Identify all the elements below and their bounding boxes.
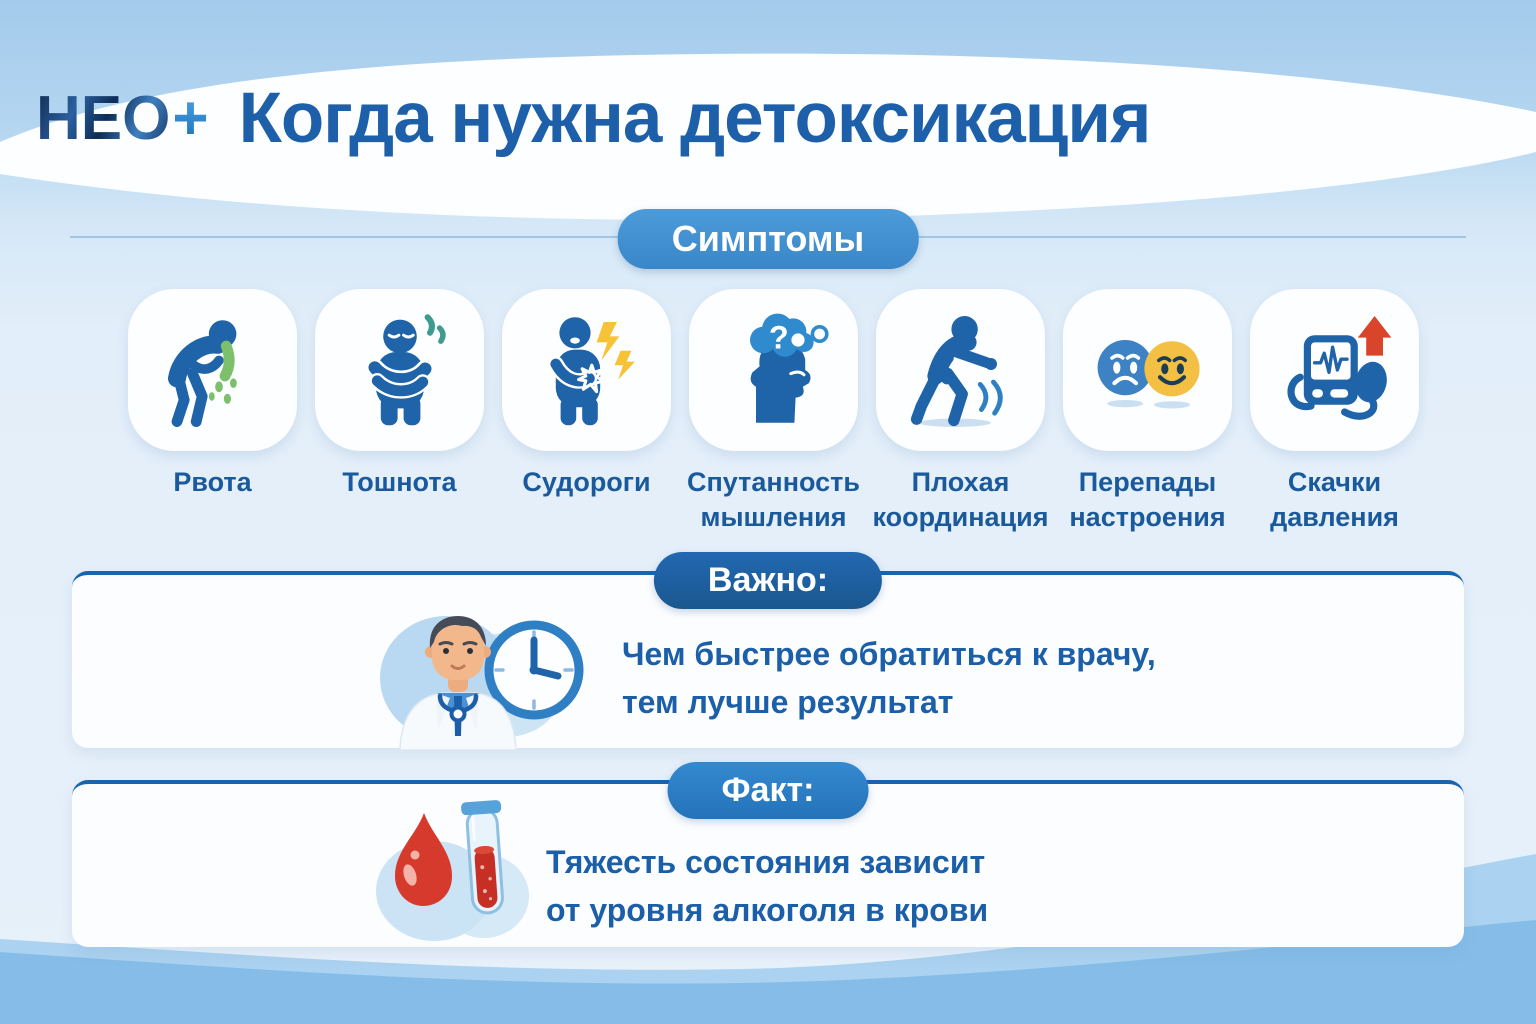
symptom-label: Скачки давления [1270,467,1399,532]
important-badge: Важно: [654,552,882,609]
symptom-label: Спутанность мышления [687,467,860,532]
symptoms-badge: Симптомы [618,209,919,269]
brand-logo-text: НЕО [36,84,171,153]
symptom-card [689,289,858,451]
symptom-item-mood-swings [1063,289,1232,534]
symptom-item-vomiting [128,289,297,534]
symptom-label: Судороги [522,467,651,497]
symptom-card [876,289,1045,451]
symptom-item-poor-coordination [872,289,1049,534]
blood-pressure-spike-icon [1275,310,1395,430]
doctor-with-clock-illustration [374,590,594,750]
fact-text [546,838,988,934]
symptom-item-cramps [502,289,671,534]
symptom-label: Плохая координация [872,467,1049,532]
symptoms-row [128,289,1419,534]
poor-coordination-icon [901,310,1021,430]
important-text-line-2: тем лучше результат [622,684,954,720]
header [36,78,1150,159]
fact-text-line-2: от уровня алкоголя в крови [546,892,989,928]
important-text-line-1: Чем быстрее обратиться к врачу, [622,636,1156,672]
symptom-card [502,289,671,451]
svg-text:?: ? [768,319,789,356]
nausea-icon [340,310,460,430]
cramps-icon [527,310,647,430]
page-title: Когда нужна детоксикация [238,79,1151,158]
symptom-item-blood-pressure [1250,289,1419,534]
symptom-item-confused-thinking [689,289,858,534]
symptom-item-nausea [315,289,484,534]
symptom-card [128,289,297,451]
blood-drop-test-tube-illustration [372,793,552,948]
symptom-label: Перепады настроения [1069,467,1226,532]
fact-text-line-1: Тяжесть состояния зависит [546,844,986,880]
confused-thinking-icon [714,310,834,430]
symptom-card [1250,289,1419,451]
symptom-label: Тошнота [342,467,457,497]
symptom-label: Рвота [173,467,252,497]
vomiting-icon [153,310,273,430]
symptom-card [315,289,484,451]
brand-logo [36,83,209,154]
brand-logo-plus-icon: + [172,84,209,153]
important-text [622,630,1156,726]
fact-badge: Факт: [668,762,869,819]
mood-swings-icon [1088,310,1208,430]
symptom-card [1063,289,1232,451]
